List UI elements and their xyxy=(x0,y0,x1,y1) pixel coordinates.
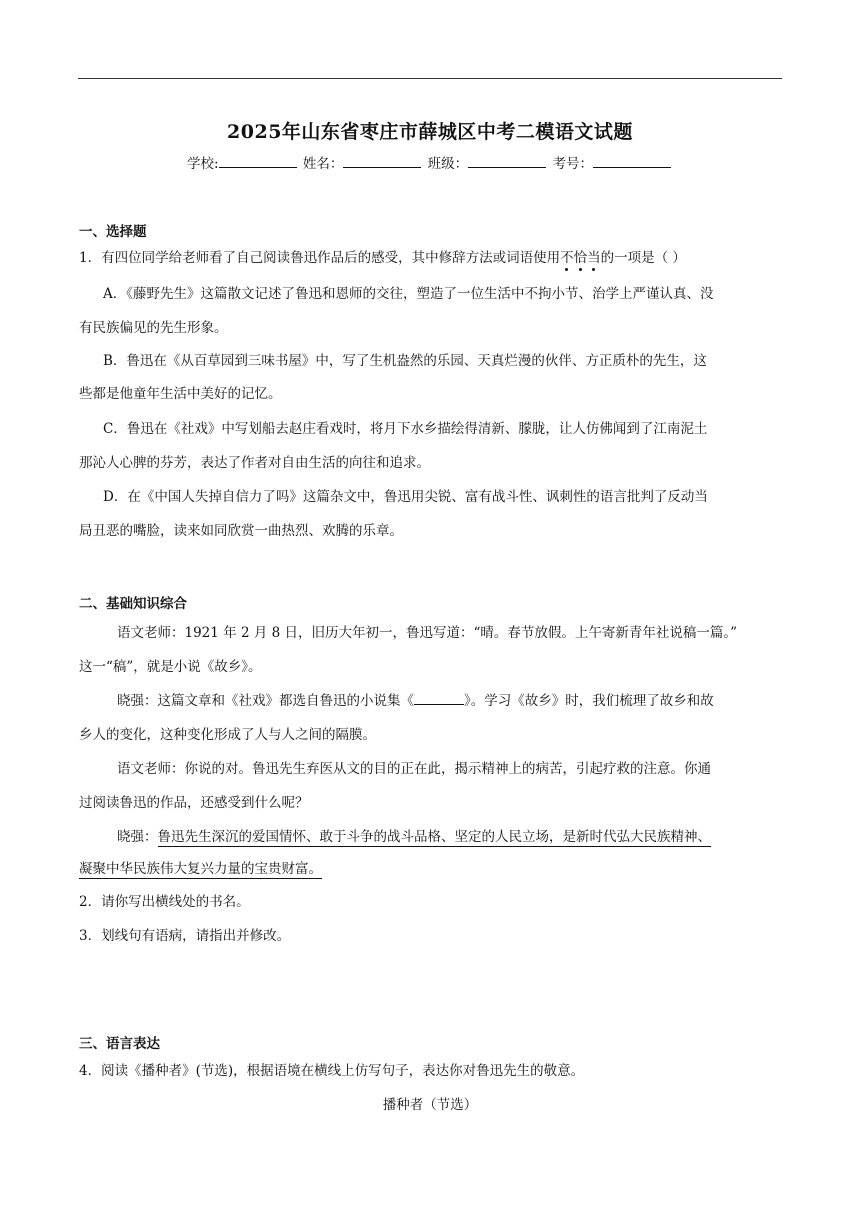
number-label: 考号： xyxy=(552,156,593,172)
dialogue-student-1-line-2: 乡人的变化，这种变化形成了人与人之间的隔膜。 xyxy=(79,727,376,743)
class-label: 班级： xyxy=(427,156,469,172)
dialogue-text: 晓强：这篇文章和《社戏》都选自鲁迅的小说集《 xyxy=(117,693,414,709)
number-blank xyxy=(593,155,671,168)
dialogue-teacher-2-line-2: 过阅读鲁迅的作品，还感受到什么呢？ xyxy=(79,795,309,811)
option-c-line-2: 那沁人心脾的芬芳，表达了作者对自由生活的向往和追求。 xyxy=(79,455,430,471)
dialogue-teacher-1-line-2: 这一“稿”，就是小说《故乡》。 xyxy=(79,659,262,675)
option-a-line-1: A．《藤野先生》这篇散文记述了鲁迅和恩师的交往，塑造了一位生活中不拘小节、治学上严谨认真、没 xyxy=(103,286,714,302)
header-rule xyxy=(78,78,782,79)
dialogue-student-1-line-1 xyxy=(117,689,714,709)
question-2: 2．请你写出横线处的书名。 xyxy=(79,894,250,910)
dialogue-student-2-line-1 xyxy=(117,825,711,845)
emphasis-char: 当 xyxy=(587,250,601,266)
question-number: 1． xyxy=(79,250,102,266)
emphasis-char: 不 xyxy=(560,250,574,266)
dialogue-teacher-2-line-1: 语文老师：你说的对。鲁迅先生弃医从文的目的正在此，揭示精神上的病苦，引起疗救的注意。你通 xyxy=(117,761,711,777)
stem-text: 有四位同学给老师看了自己阅读鲁迅作品后的感受，其中修辞方法或词语使用 xyxy=(101,250,561,266)
question-4: 4．阅读《播种者》(节选)，根据语境在横线上仿写句子，表达你对鲁迅先生的敬意。 xyxy=(79,1063,585,1079)
emphasis-char: 恰 xyxy=(573,250,588,266)
dialogue-teacher-1-line-1: 语文老师：1921 年 2 月 8 日，旧历大年初一，鲁迅写道：“晴。春节放假。上午寄新青年社说稿一篇。” xyxy=(117,625,738,641)
dialogue-text: 》。学习《故乡》时，我们梳理了故乡和故 xyxy=(464,693,714,709)
section-heading-2: 二、基础知识综合 xyxy=(79,596,187,612)
question-3: 3．划线句有语病，请指出并修改。 xyxy=(79,928,291,944)
speaker-label: 晓强： xyxy=(117,829,158,845)
school-label: 学校: xyxy=(187,156,219,172)
name-blank xyxy=(343,155,421,168)
option-d-line-2: 局丑恶的嘴脸，读来如同欣赏一曲热烈、欢腾的乐章。 xyxy=(79,523,403,539)
name-label: 姓名： xyxy=(302,156,344,172)
dialogue-student-2-line-2 xyxy=(79,857,322,877)
poem-title: 播种者（节选） xyxy=(382,1097,478,1113)
book-title-blank xyxy=(414,692,464,705)
stem-text-end: 的一项是（ ） xyxy=(600,250,686,266)
underlined-sentence: 鲁迅先生深沉的爱国情怀、敢于斗争的战斗品格、坚定的人民立场，是新时代弘大民族精神、 xyxy=(157,829,711,845)
option-d-line-1: D．在《中国人失掉自信力了吗》这篇杂文中，鲁迅用尖锐、富有战斗性、讽刺性的语言批判了反动当 xyxy=(103,489,708,505)
option-c-line-1: C．鲁迅在《社戏》中写划船去赵庄看戏时，将月下水乡描绘得清新、朦胧，让人仿佛闻到了江南泥土 xyxy=(103,421,708,437)
option-b-line-1: B．鲁迅在《从百草园到三味书屋》中，写了生机盎然的乐园、天真烂漫的伙伴、方正质朴的先生，这 xyxy=(103,353,707,369)
option-a-line-2: 有民族偏见的先生形象。 xyxy=(79,320,228,336)
page-title: 2025年山东省枣庄市薛城区中考二模语文试题 xyxy=(227,121,633,143)
student-info-line xyxy=(0,152,860,172)
option-b-line-2: 些都是他童年生活中美好的记忆。 xyxy=(79,386,282,402)
question-1-stem xyxy=(79,246,686,266)
class-blank xyxy=(468,155,546,168)
section-heading-1: 一、选择题 xyxy=(79,224,147,240)
section-heading-3: 三、语言表达 xyxy=(79,1036,160,1052)
underlined-sentence: 凝聚中华民族伟大复兴力量的宝贵财富。 xyxy=(79,861,322,877)
school-blank xyxy=(219,155,297,168)
